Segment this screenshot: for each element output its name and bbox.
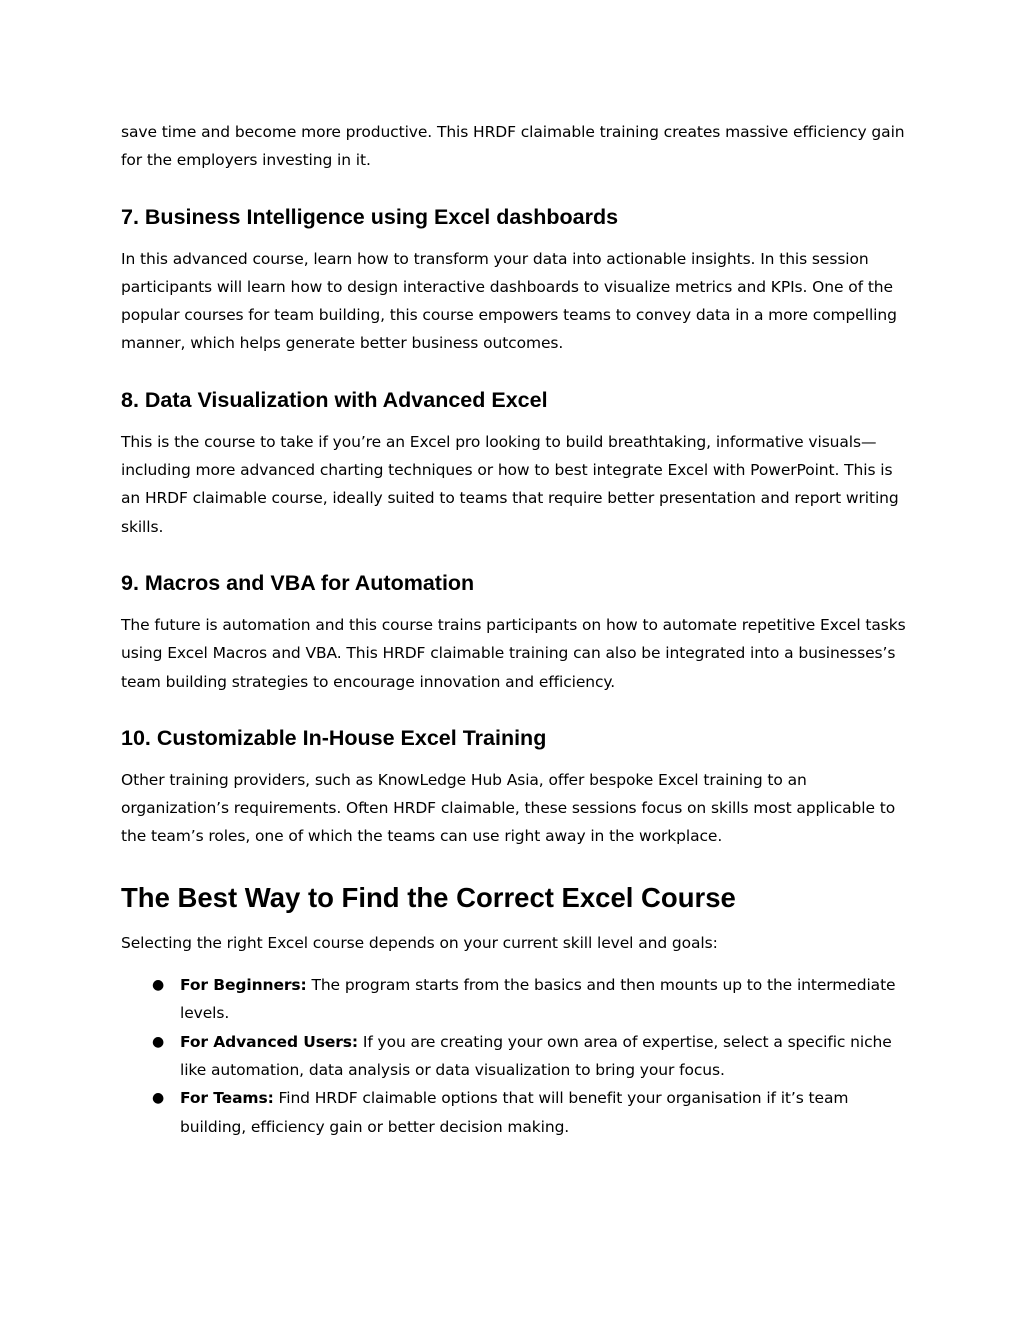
section-heading-7: 7. Business Intelligence using Excel dashboards: [121, 204, 619, 229]
bullet-icon: ●: [152, 977, 165, 994]
best-way-heading: The Best Way to Find the Correct Excel Course: [121, 881, 736, 913]
intro-paragraph: save time and become more productive. This HRDF claimable training creates massive efficiency gain for the employers investing in it.: [121, 123, 905, 170]
list-item-advanced-users: [121, 1028, 911, 1085]
section-heading-8: 8. Data Visualization with Advanced Excel: [121, 387, 548, 412]
section-heading-10: 10. Customizable In-House Excel Training: [121, 725, 547, 750]
section-body-7: In this advanced course, learn how to transform your data into actionable insights. In this session participants will learn how to design interactive dashboards to visualize metrics and KPIs. One of the popular courses for team building, this course empowers teams to convey data in a more compelling manner, which helps generate better business outcomes.: [121, 249, 897, 353]
section-body-9: The future is automation and this course trains participants on how to automate repetitive Excel tasks using Excel Macros and VBA. This HRDF claimable training can also be integrated into a businesses’s team building strategies to encourage innovation and efficiency.: [121, 615, 906, 691]
section-heading-9: 9. Macros and VBA for Automation: [121, 570, 475, 595]
section-body-10: Other training providers, such as KnowLedge Hub Asia, offer bespoke Excel training to an organization’s requirements. Often HRDF claimable, these sessions focus on skills most applicable to the team’s roles, one of which the teams can use right away in the workplace.: [121, 770, 896, 846]
list-item-beginners: [121, 971, 911, 1028]
list-item-text: Find HRDF claimable options that will benefit your organisation if it’s team building, efficiency gain or better decision making.: [180, 1089, 849, 1136]
list-item-teams: [121, 1084, 911, 1141]
best-way-intro: Selecting the right Excel course depends on your current skill level and goals:: [121, 933, 718, 952]
list-item-label: For Advanced Users:: [180, 1032, 359, 1051]
list-item-text: If you are creating your own area of expertise, select a specific niche like automation, data analysis or data visualization to bring your focus.: [180, 1032, 892, 1079]
section-body-8: This is the course to take if you’re an Excel pro looking to build breathtaking, informative visuals—including more advanced charting techniques or how to best integrate Excel with PowerPoint. This is an HRDF claimable course, ideally suited to teams that require better presentation and report writing skills.: [121, 432, 899, 536]
document-page: [121, 118, 911, 1141]
bullet-icon: ●: [152, 1090, 165, 1107]
list-item-label: For Teams:: [180, 1089, 274, 1108]
list-item-label: For Beginners:: [180, 976, 307, 995]
course-selection-list: [121, 971, 911, 1141]
bullet-icon: ●: [152, 1033, 165, 1050]
list-item-text: The program starts from the basics and then mounts up to the intermediate levels.: [180, 976, 896, 1023]
